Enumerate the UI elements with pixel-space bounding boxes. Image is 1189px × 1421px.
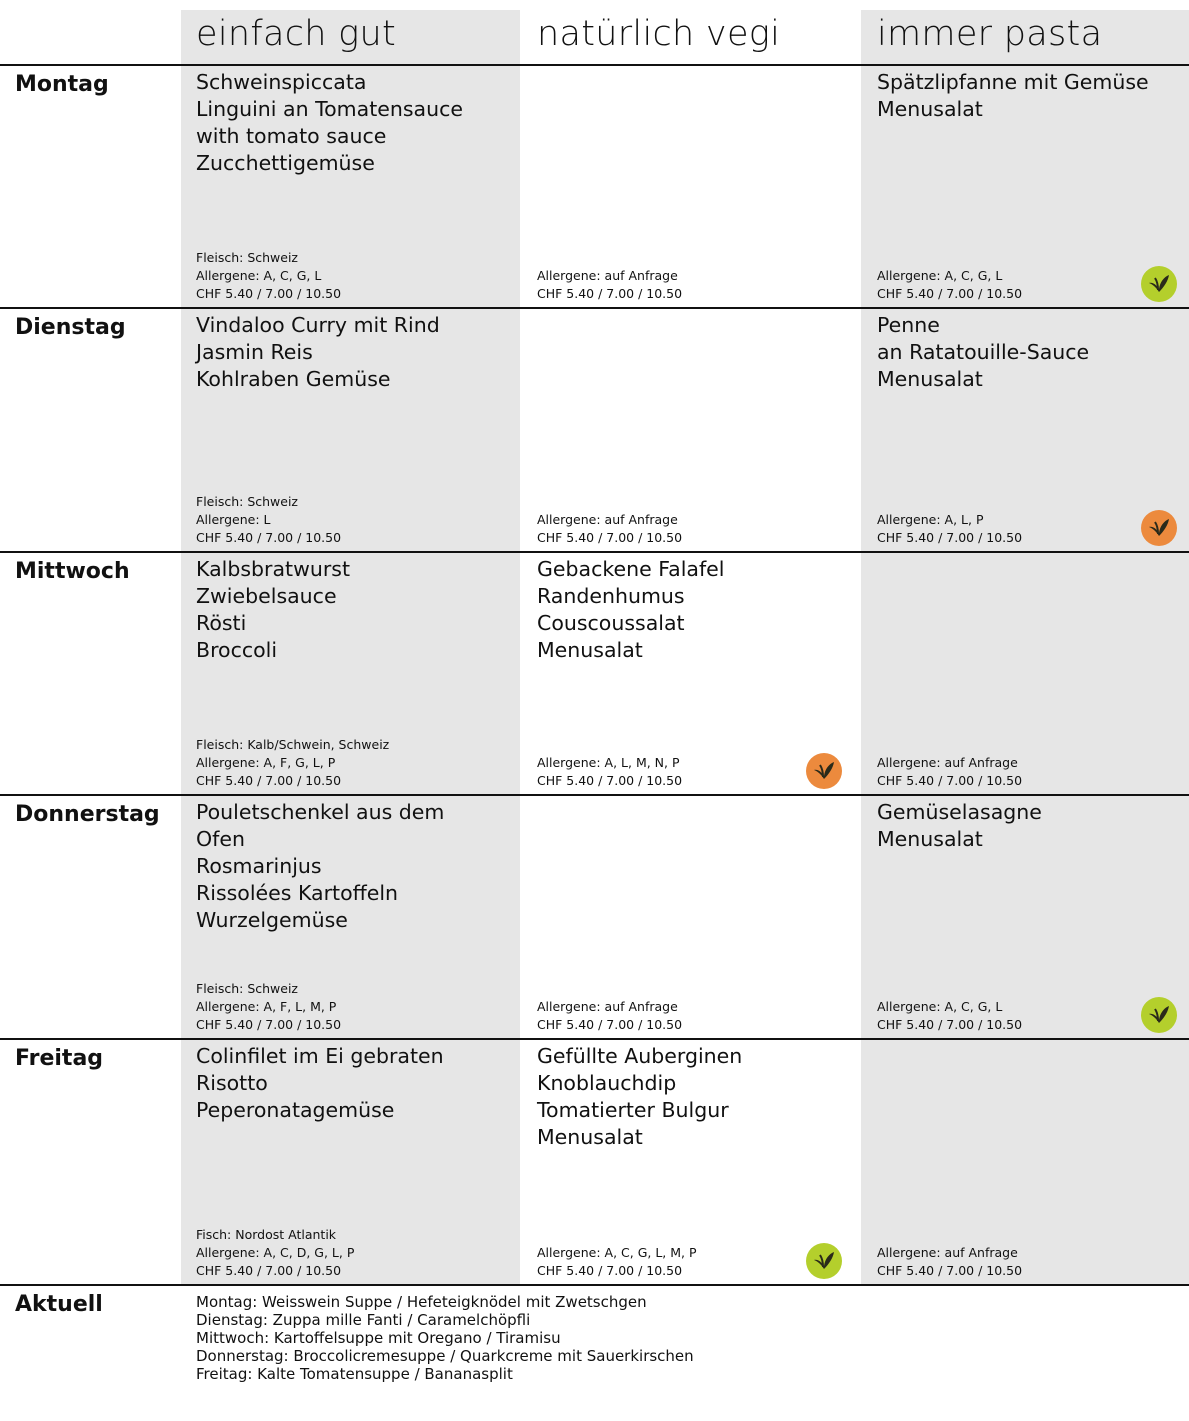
dish-info [196,493,341,547]
dish-line: Zwiebelsauce [196,584,337,608]
info-line: CHF 5.40 / 7.00 / 10.50 [196,530,342,545]
aktuell-section [0,1284,1189,1414]
day-label: Freitag [15,1046,104,1071]
day-label: Dienstag [15,315,126,340]
dish-line: with tomato sauce [196,124,387,148]
dish-line: Jasmin Reis [196,340,313,364]
info-line: CHF 5.40 / 7.00 / 10.50 [877,530,1023,545]
day-row-dienstag [0,307,1189,551]
dish-list [196,556,516,664]
info-line: Allergene: auf Anfrage [537,268,678,283]
leaf-icon [1146,271,1172,297]
dish-info [537,754,682,790]
aktuell-item: Dienstag: Zuppa mille Fanti / Caramelchöpfli [196,1311,531,1329]
dish-line: Zucchettigemüse [196,151,375,175]
column-header-row [0,10,1189,62]
menu-cell [196,64,516,307]
dish-line: Kalbsbratwurst [196,557,350,581]
info-line: Allergene: A, L, M, N, P [537,755,680,770]
dish-info [537,267,682,303]
leaf-icon [1146,1002,1172,1028]
menu-cell [877,307,1183,551]
dish-line: Knoblauchdip [537,1071,677,1095]
dish-line: Pouletschenkel aus dem [196,800,445,824]
info-line: CHF 5.40 / 7.00 / 10.50 [877,773,1023,788]
aktuell-item: Mittwoch: Kartoffelsuppe mit Oregano / Tiramisu [196,1329,561,1347]
info-line: Allergene: auf Anfrage [877,755,1018,770]
menu-cell [196,1038,516,1284]
dish-info [196,1226,354,1280]
menu-cell [537,794,857,1038]
row-divider [0,1284,1189,1286]
dish-list [877,69,1183,123]
info-line: Allergene: A, C, D, G, L, P [196,1245,355,1260]
dish-line: Schweinspiccata [196,70,367,94]
dish-list [537,556,857,664]
menu-cell [537,307,857,551]
info-line: Fleisch: Schweiz [196,250,298,265]
column-title: immer pasta [877,14,1103,54]
dish-line: Tomatierter Bulgur [537,1098,729,1122]
dish-list [877,799,1183,853]
menu-cell [537,551,857,794]
info-line: Allergene: A, C, G, L, M, P [537,1245,697,1260]
day-label: Donnerstag [15,802,160,827]
dish-line: Couscoussalat [537,611,685,635]
dish-info [196,736,389,790]
vegetarian-leaf-icon [1141,997,1177,1033]
column-title: einfach gut [196,14,396,54]
dish-list [196,312,516,393]
info-line: CHF 5.40 / 7.00 / 10.50 [196,286,342,301]
info-line: CHF 5.40 / 7.00 / 10.50 [196,1017,342,1032]
info-line: Allergene: A, C, G, L [877,268,1003,283]
menu-cell [877,794,1183,1038]
dish-list [196,799,516,934]
info-line: Fisch: Nordost Atlantik [196,1227,337,1242]
menu-cell [196,794,516,1038]
menu-cell [877,1038,1183,1284]
info-line: Fleisch: Schweiz [196,494,298,509]
dish-line: Kohlraben Gemüse [196,367,391,391]
dish-info [877,1244,1022,1280]
info-line: Allergene: auf Anfrage [877,1245,1018,1260]
dish-line: Gemüselasagne [877,800,1042,824]
menu-cell [877,64,1183,307]
dish-line: Rösti [196,611,247,635]
dish-info [537,1244,697,1280]
dish-line: Wurzelgemüse [196,908,348,932]
info-line: CHF 5.40 / 7.00 / 10.50 [877,1017,1023,1032]
day-row-donnerstag [0,794,1189,1038]
dish-line: Rissolées Kartoffeln [196,881,399,905]
dish-line: Spätzlipfanne mit Gemüse [877,70,1149,94]
info-line: Allergene: A, C, G, L [877,999,1003,1014]
info-line: CHF 5.40 / 7.00 / 10.50 [537,530,683,545]
menu-cell [537,1038,857,1284]
dish-line: Penne [877,313,940,337]
leaf-icon [811,758,837,784]
dish-line: Gefüllte Auberginen [537,1044,743,1068]
info-line: Allergene: auf Anfrage [537,999,678,1014]
dish-line: Randenhumus [537,584,685,608]
vegetarian-leaf-icon [806,1243,842,1279]
dish-line: Colinfilet im Ei gebraten [196,1044,444,1068]
dish-line: Menusalat [877,367,983,391]
info-line: CHF 5.40 / 7.00 / 10.50 [537,1263,683,1278]
day-label: Mittwoch [15,559,130,584]
dish-line: Menusalat [877,827,983,851]
dish-line: Menusalat [537,1125,643,1149]
dish-info [537,511,682,547]
vegetarian-leaf-icon [806,753,842,789]
menu-cell [196,551,516,794]
menu-cell [537,64,857,307]
dish-line: Menusalat [877,97,983,121]
day-label: Montag [15,72,109,97]
dish-line: Risotto [196,1071,268,1095]
dish-info [877,754,1022,790]
dish-info [877,267,1022,303]
info-line: CHF 5.40 / 7.00 / 10.50 [537,286,683,301]
vegetarian-leaf-icon [1141,266,1177,302]
dish-info [196,980,341,1034]
dish-list [537,1043,857,1151]
info-line: Fleisch: Kalb/Schwein, Schweiz [196,737,390,752]
info-line: Allergene: A, C, G, L [196,268,322,283]
info-line: Allergene: A, L, P [877,512,984,527]
dish-info [537,998,682,1034]
menu-cell [877,551,1183,794]
info-line: CHF 5.40 / 7.00 / 10.50 [196,773,342,788]
menu-cell [196,307,516,551]
info-line: Allergene: auf Anfrage [537,512,678,527]
leaf-icon [1146,515,1172,541]
day-row-freitag [0,1038,1189,1284]
dish-line: Rosmarinjus [196,854,322,878]
dish-line: Broccoli [196,638,278,662]
vegetarian-leaf-icon [1141,510,1177,546]
dish-line: Menusalat [537,638,643,662]
column-title: natürlich vegi [537,14,781,54]
aktuell-item: Donnerstag: Broccolicremesuppe / Quarkcreme mit Sauerkirschen [196,1347,694,1365]
info-line: CHF 5.40 / 7.00 / 10.50 [537,1017,683,1032]
dish-info [877,511,1022,547]
leaf-icon [811,1248,837,1274]
aktuell-item: Montag: Weisswein Suppe / Hefeteigknödel mit Zwetschgen [196,1293,647,1311]
dish-line: Gebackene Falafel [537,557,725,581]
aktuell-list [196,1293,694,1383]
dish-line: Linguini an Tomatensauce [196,97,463,121]
info-line: CHF 5.40 / 7.00 / 10.50 [877,286,1023,301]
info-line: CHF 5.40 / 7.00 / 10.50 [537,773,683,788]
dish-line: Peperonatagemüse [196,1098,395,1122]
dish-list [877,312,1183,393]
dish-info [196,249,341,303]
dish-line: an Ratatouille-Sauce [877,340,1090,364]
aktuell-item: Freitag: Kalte Tomatensuppe / Bananasplit [196,1365,513,1383]
aktuell-title: Aktuell [15,1292,103,1317]
dish-list [196,1043,516,1124]
dish-line: Ofen [196,827,245,851]
info-line: Allergene: A, F, L, M, P [196,999,337,1014]
info-line: Allergene: A, F, G, L, P [196,755,336,770]
dish-line: Vindaloo Curry mit Rind [196,313,440,337]
info-line: Allergene: L [196,512,271,527]
dish-list [196,69,516,177]
info-line: Fleisch: Schweiz [196,981,298,996]
info-line: CHF 5.40 / 7.00 / 10.50 [877,1263,1023,1278]
dish-info [877,998,1022,1034]
info-line: CHF 5.40 / 7.00 / 10.50 [196,1263,342,1278]
day-row-montag [0,64,1189,307]
day-row-mittwoch [0,551,1189,794]
